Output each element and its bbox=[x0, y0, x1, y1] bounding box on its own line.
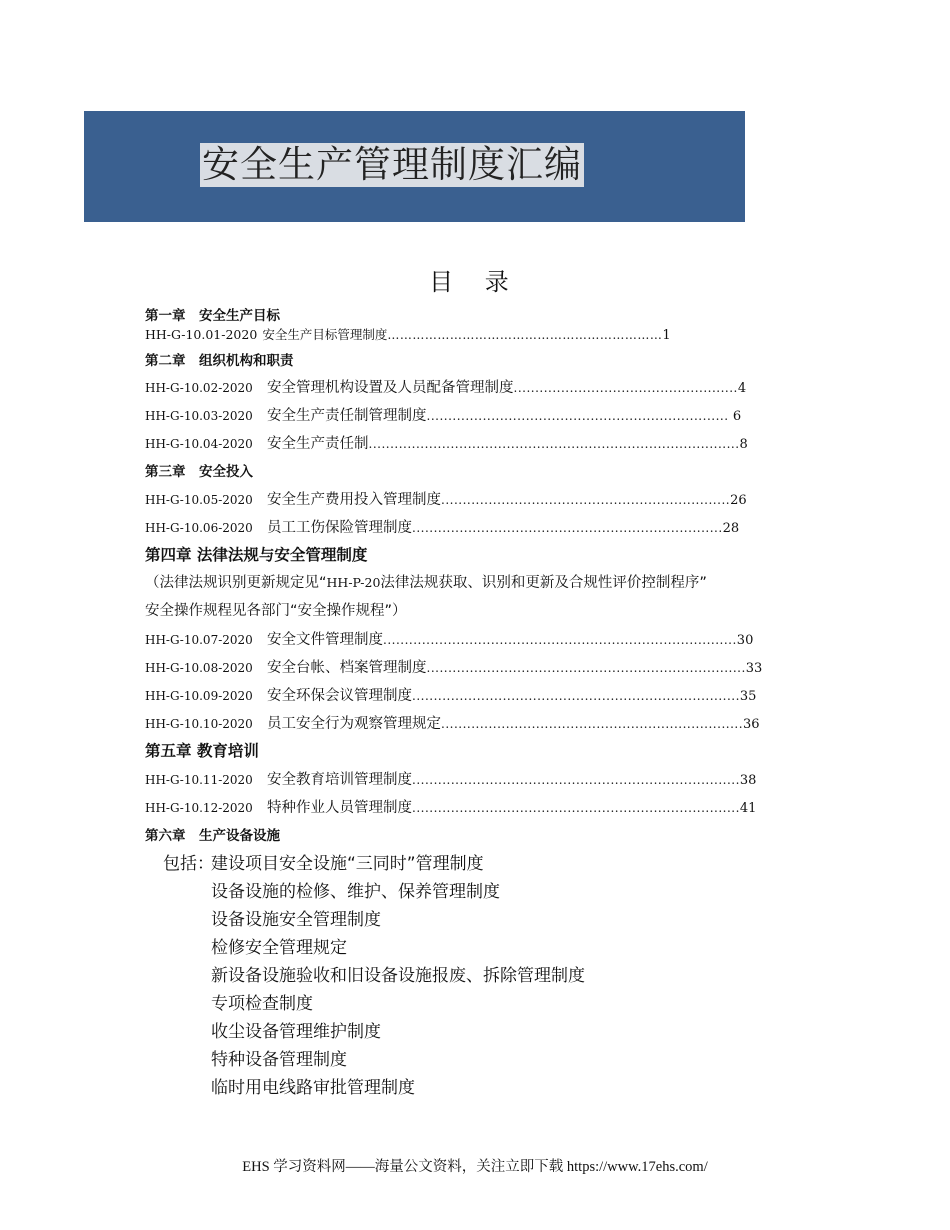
entry-title: 安全生产责任制 bbox=[267, 436, 369, 452]
entry-page: 1 bbox=[662, 328, 671, 343]
entry-code: HH-G-10.02-2020 bbox=[145, 381, 253, 395]
toc-entry[interactable] bbox=[145, 796, 756, 817]
entry-dots: .................................................................................. bbox=[383, 633, 737, 647]
entry-code: HH-G-10.08-2020 bbox=[145, 661, 253, 675]
entry-title: 安全环保会议管理制度 bbox=[267, 688, 412, 704]
toc-entry[interactable] bbox=[145, 432, 748, 453]
entry-page: 8 bbox=[739, 437, 748, 452]
chapter-note: 安全操作规程见各部门“安全操作规程”） bbox=[145, 603, 407, 619]
note-text: （法律法规识别更新规定见“ bbox=[145, 575, 327, 591]
entry-title: 安全生产责任制管理制度 bbox=[267, 408, 427, 424]
include-item[interactable]: 检修安全管理规定 bbox=[211, 938, 347, 958]
chapter-heading: 第三章 安全投入 bbox=[145, 464, 253, 480]
chapter-heading: 第一章 安全生产目标 bbox=[145, 308, 280, 324]
include-item[interactable]: 临时用电线路审批管理制度 bbox=[211, 1078, 415, 1098]
toc-entry[interactable] bbox=[145, 768, 756, 789]
toc-entry[interactable] bbox=[145, 376, 746, 397]
entry-title: 员工安全行为观察管理规定 bbox=[267, 716, 441, 732]
includes-label: 包括： bbox=[163, 854, 214, 874]
entry-title: 员工工伤保险管理制度 bbox=[267, 520, 412, 536]
footer-text: EHS 学习资料网——海量公文资料，关注立即下载 https://www.17ehs.com/ bbox=[242, 1159, 708, 1175]
entry-code: HH-G-10.10-2020 bbox=[145, 717, 253, 731]
entry-dots: ........................................................................ bbox=[412, 521, 723, 535]
entry-dots: ............................................................................ bbox=[412, 689, 740, 703]
entry-page: 38 bbox=[739, 773, 757, 788]
chapter-heading: 第二章 组织机构和职责 bbox=[145, 353, 294, 369]
include-item[interactable]: 新设备设施验收和旧设备设施报废、拆除管理制度 bbox=[211, 966, 585, 986]
entry-dots: ...................................................................................... bbox=[368, 437, 740, 451]
chapter-heading: 第五章 教育培训 bbox=[145, 742, 259, 760]
note-text: 法律法规获取、识别和更新及合规性评价控制程序” bbox=[380, 575, 707, 591]
entry-code: HH-G-10.05-2020 bbox=[145, 493, 253, 507]
document-title: 安全生产管理制度汇编 bbox=[202, 143, 582, 186]
toc-entry[interactable] bbox=[145, 488, 747, 509]
toc-entry[interactable] bbox=[145, 516, 739, 537]
entry-page: 33 bbox=[745, 661, 763, 676]
entry-dots: ................................................................... bbox=[441, 493, 731, 507]
entry-title: 安全生产费用投入管理制度 bbox=[267, 492, 441, 508]
entry-title: 安全教育培训管理制度 bbox=[267, 772, 412, 788]
entry-dots: .................................................... bbox=[513, 381, 738, 395]
entry-title: 安全管理机构设置及人员配备管理制度 bbox=[267, 380, 514, 396]
toc-entry[interactable] bbox=[145, 628, 753, 649]
entry-code: HH-G-10.07-2020 bbox=[145, 633, 253, 647]
entry-dots: .......................................................................... bbox=[426, 661, 746, 675]
include-item[interactable]: 专项检查制度 bbox=[211, 994, 313, 1014]
entry-code: HH-G-10.09-2020 bbox=[145, 689, 253, 703]
include-item[interactable]: 设备设施的检修、维护、保养管理制度 bbox=[211, 882, 500, 902]
chapter-heading: 第六章 生产设备设施 bbox=[145, 828, 280, 844]
entry-title: 安全生产目标管理制度 bbox=[262, 327, 388, 342]
entry-page: 35 bbox=[739, 689, 757, 704]
chapter-heading: 第四章 法律法规与安全管理制度 bbox=[145, 546, 368, 564]
entry-code: HH-G-10.11-2020 bbox=[145, 773, 253, 787]
note-code: HH-P-20 bbox=[326, 575, 381, 590]
entry-page: 4 bbox=[737, 381, 747, 396]
include-item[interactable]: 特种设备管理制度 bbox=[211, 1050, 347, 1070]
entry-code: HH-G-10.01-2020 bbox=[145, 327, 258, 342]
toc-entry[interactable] bbox=[145, 712, 760, 733]
toc-entry[interactable] bbox=[145, 404, 741, 425]
entry-dots: ...................................................................... bbox=[426, 409, 733, 423]
entry-dots: ………………………………………………………… bbox=[387, 328, 663, 342]
entry-page: 36 bbox=[743, 717, 760, 732]
entry-page: 6 bbox=[732, 409, 742, 424]
entry-dots: ............................................................................ bbox=[412, 773, 740, 787]
toc-entry[interactable] bbox=[145, 684, 756, 705]
toc-entry[interactable] bbox=[145, 656, 762, 677]
entry-title: 安全文件管理制度 bbox=[267, 632, 383, 648]
entry-page: 41 bbox=[739, 801, 757, 816]
toc-entry[interactable] bbox=[145, 324, 671, 343]
include-item[interactable]: 设备设施安全管理制度 bbox=[211, 910, 381, 930]
toc-heading: 目 录 bbox=[429, 268, 521, 296]
entry-code: HH-G-10.03-2020 bbox=[145, 409, 253, 423]
include-item[interactable]: 收尘设备管理维护制度 bbox=[211, 1022, 381, 1042]
entry-dots: ...................................................................... bbox=[441, 717, 744, 731]
entry-page: 28 bbox=[722, 521, 740, 536]
include-item[interactable]: 建设项目安全设施“三同时”管理制度 bbox=[211, 854, 484, 874]
entry-code: HH-G-10.06-2020 bbox=[145, 521, 253, 535]
chapter-note bbox=[145, 571, 707, 592]
entry-title: 安全台帐、档案管理制度 bbox=[267, 660, 427, 676]
entry-page: 30 bbox=[736, 633, 754, 648]
entry-code: HH-G-10.12-2020 bbox=[145, 801, 253, 815]
entry-code: HH-G-10.04-2020 bbox=[145, 437, 253, 451]
entry-dots: ............................................................................ bbox=[412, 801, 740, 815]
entry-page: 26 bbox=[730, 493, 747, 508]
entry-title: 特种作业人员管理制度 bbox=[267, 800, 412, 816]
